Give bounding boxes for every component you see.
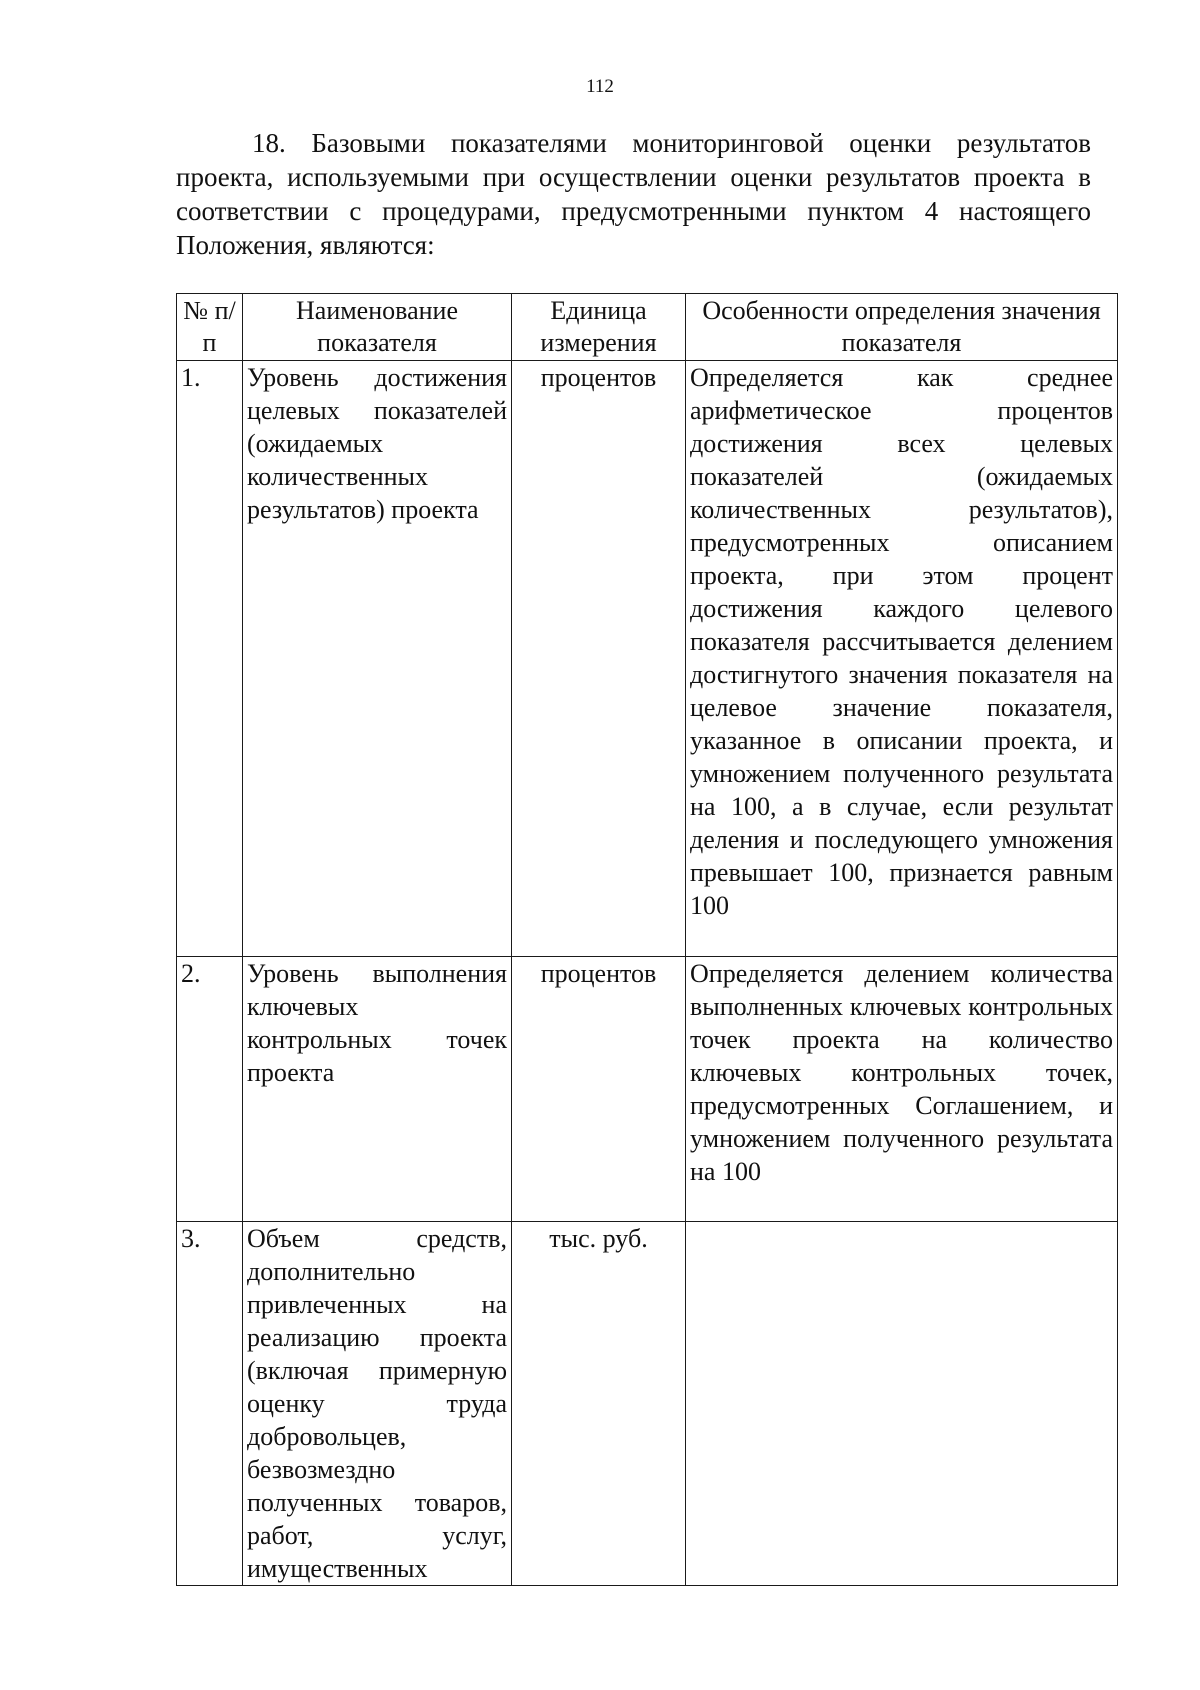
page-number: 112	[586, 76, 614, 97]
table-body	[177, 361, 1118, 1586]
indicator-features	[686, 1222, 1118, 1586]
table-row	[177, 957, 1118, 1222]
row-number: 2.	[177, 957, 243, 1222]
indicator-name: Объем средств, дополнительно привлеченных на реализацию проекта (включая примерную оценку труда добровольцев, безвозмездно полученных товаров, работ, услуг, имущественных	[243, 1222, 512, 1586]
header-unit: Единица измерения	[512, 294, 686, 361]
intro-paragraph: 18. Базовыми показателями мониторинговой оценки результатов проекта, используемыми при осуществлении оценки результатов проекта в соответствии с процедурами, предусмотренными пунктом 4 настоящего Положения, являются:	[176, 128, 1091, 260]
header-row	[177, 294, 1118, 361]
indicator-unit: процентов	[512, 957, 686, 1222]
indicator-unit: процентов	[512, 361, 686, 957]
table-header	[177, 294, 1118, 361]
table-row	[177, 1222, 1118, 1586]
indicator-features: Определяется делением количества выполненных ключевых контрольных точек проекта на количество ключевых контрольных точек, предусмотренных Соглашением, и умножением полученного результата на 100	[686, 957, 1118, 1222]
indicator-unit: тыс. руб.	[512, 1222, 686, 1586]
indicator-name: Уровень достижения целевых показателей (ожидаемых количественных результатов) проекта	[243, 361, 512, 957]
header-number: № п/п	[177, 294, 243, 361]
indicator-features: Определяется как среднее арифметическое процентов достижения всех целевых показателей (ожидаемых количественных результатов), предусмотренных описанием проекта, при этом процент достижения каждого целевого показателя рассчитывается делением достигнутого значения показателя на целевое значение показателя, указанное в описании проекта, и умножением полученного результата на 100, а в случае, если результат деления и последующего умножения превышает 100, признается равным 100	[686, 361, 1118, 957]
table-row	[177, 361, 1118, 957]
header-name: Наименование показателя	[243, 294, 512, 361]
indicator-name: Уровень выполнения ключевых контрольных точек проекта	[243, 957, 512, 1222]
row-number: 1.	[177, 361, 243, 957]
header-features: Особенности определения значения показателя	[686, 294, 1118, 361]
row-number: 3.	[177, 1222, 243, 1586]
indicators-table	[176, 293, 1118, 1586]
